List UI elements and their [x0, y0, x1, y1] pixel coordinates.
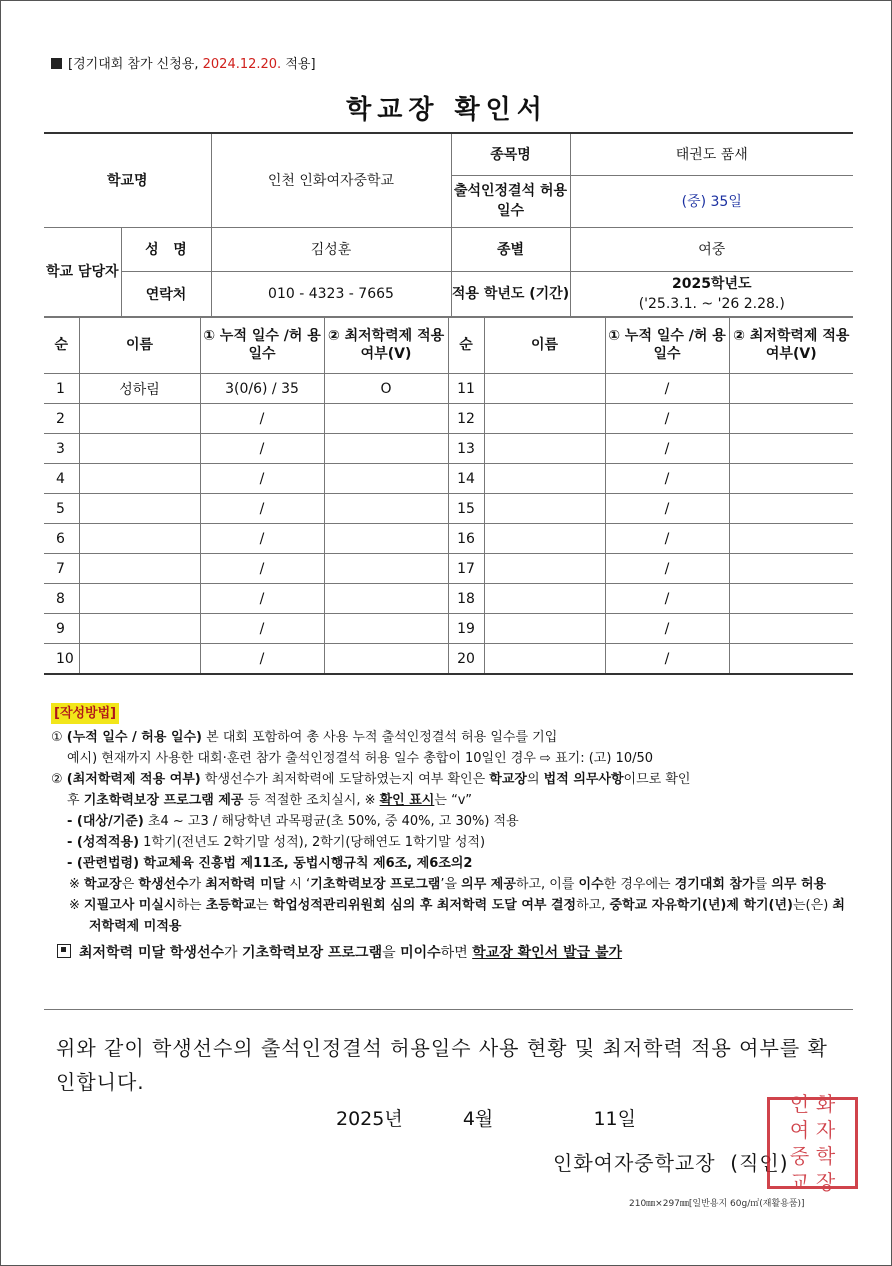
contact-value: 010 - 4323 - 7665 — [211, 271, 451, 317]
row-name — [484, 434, 605, 464]
row-min — [729, 404, 853, 434]
row-days: / — [200, 614, 324, 644]
row-no: 6 — [44, 524, 79, 554]
row-name — [484, 404, 605, 434]
guide-line-2: ② (최저학력제 적용 여부) 학생선수가 최저학력에 도달하였는지 여부 확인은 학교장의 법적 의무사항이므로 확인 — [51, 772, 691, 787]
row-no: 12 — [448, 404, 484, 434]
confirm-statement: 위와 같이 학생선수의 출석인정결석 허용일수 사용 현황 및 최저학력 적용 여부를 확인합니다. — [56, 1036, 828, 1094]
row-days: / — [605, 404, 729, 434]
row-no: 13 — [448, 434, 484, 464]
row-days: / — [605, 374, 729, 404]
guide-note-2: ※ 지필고사 미실시하는 초등학교는 학업성적관리위원회 심의 후 최저학력 도달 여부 결정하고, 중학교 자유학기(년)제 학기(년)는(은) 최저학력제 미적용 — [69, 898, 845, 934]
school-value: 인천 인화여자중학교 — [211, 133, 451, 227]
info-table — [44, 132, 853, 318]
row-no: 4 — [44, 464, 79, 494]
year-label: 적용 학년도 (기간) — [451, 271, 570, 317]
row-name — [79, 644, 200, 675]
guide-law: - (관련법령) 학교체육 진흥법 제11조, 동법시행규칙 제6조, 제6조의2 — [67, 856, 473, 871]
row-name — [484, 644, 605, 675]
row-days: / — [605, 464, 729, 494]
row-days: / — [605, 644, 729, 675]
row-name — [484, 464, 605, 494]
contact-label: 연락처 — [121, 271, 211, 317]
year-value: 2025학년도 — [671, 276, 752, 292]
seal-char: 자 — [815, 1118, 836, 1142]
header-min: ② 최저학력제 적용 여부(V) — [729, 317, 853, 374]
row-min — [729, 614, 853, 644]
header-name: 이름 — [79, 317, 200, 374]
row-no: 18 — [448, 584, 484, 614]
row-min — [729, 584, 853, 614]
row-min — [324, 554, 448, 584]
seal-char: 화 — [815, 1092, 836, 1116]
row-no: 14 — [448, 464, 484, 494]
guide-line-1: ① (누적 일수 / 허용 일수) 본 대회 포함하여 총 사용 누적 출석인정결석 허용 일수를 기입 — [51, 730, 558, 745]
table-row — [44, 464, 853, 494]
row-days: / — [605, 494, 729, 524]
table-row — [44, 614, 853, 644]
row-min — [729, 644, 853, 675]
row-days: / — [605, 614, 729, 644]
row-no: 10 — [44, 644, 79, 675]
row-no: 7 — [44, 554, 79, 584]
seal-char: 장 — [815, 1170, 836, 1194]
row-days: / — [200, 464, 324, 494]
row-no: 9 — [44, 614, 79, 644]
row-name — [79, 554, 200, 584]
row-name — [484, 554, 605, 584]
row-days: / — [200, 644, 324, 675]
row-no: 8 — [44, 584, 79, 614]
row-min: O — [324, 374, 448, 404]
seal-char: 인 — [789, 1092, 810, 1116]
principal-signature: 인화여자중학교장 (직인) — [553, 1151, 789, 1175]
row-no: 19 — [448, 614, 484, 644]
page-title: 학교장 확인서 — [346, 95, 548, 125]
row-name — [484, 614, 605, 644]
row-name — [79, 614, 200, 644]
row-min — [324, 494, 448, 524]
year-period: ('25.3.1. ~ '26 2.28.) — [638, 296, 785, 312]
table-row — [44, 584, 853, 614]
row-days: / — [200, 404, 324, 434]
row-name — [484, 374, 605, 404]
student-table — [44, 316, 853, 675]
row-name — [79, 404, 200, 434]
square-bullet-icon — [51, 58, 62, 69]
guide-section — [51, 703, 851, 964]
guide-target: - (대상/기준) 초4 ~ 고3 / 해당학년 과목평균(초 50%, 중 40%, 고 30%) 적용 — [67, 814, 519, 829]
row-min — [324, 404, 448, 434]
guide-grades: - (성적적용) 1학기(전년도 2학기말 성적), 2학기(당해연도 1학기말 성적) — [67, 835, 486, 850]
issue-date: 2025년 4월 11일 — [336, 1108, 636, 1130]
manager-label: 학교 담당자 — [44, 227, 121, 317]
row-days: / — [200, 554, 324, 584]
header-no: 순 — [448, 317, 484, 374]
header-days: ① 누적 일수 /허 용 일수 — [200, 317, 324, 374]
header-days: ① 누적 일수 /허 용 일수 — [605, 317, 729, 374]
header-min: ② 최저학력제 적용 여부(V) — [324, 317, 448, 374]
row-days: / — [605, 554, 729, 584]
seal-char: 교 — [789, 1170, 810, 1194]
header-name: 이름 — [484, 317, 605, 374]
event-value: 태권도 품새 — [570, 133, 853, 175]
row-days: / — [200, 494, 324, 524]
school-label: 학교명 — [44, 133, 211, 227]
row-days: / — [605, 524, 729, 554]
apply-date: 2024.12.20. — [202, 57, 282, 72]
row-min — [324, 584, 448, 614]
row-days: / — [605, 434, 729, 464]
row-min — [729, 524, 853, 554]
row-name — [484, 494, 605, 524]
table-row — [44, 554, 853, 584]
row-name — [484, 584, 605, 614]
official-seal-icon — [767, 1092, 858, 1194]
guide-note-1: ※ 학교장은 학생선수가 최저학력 미달 시 ‘기초학력보장 프로그램’을 의무 제공하고, 이를 이수한 경우에는 경기대회 참가를 의무 허용 — [69, 877, 827, 892]
row-min — [324, 614, 448, 644]
table-row — [44, 644, 853, 675]
table-row — [44, 404, 853, 434]
row-name — [79, 524, 200, 554]
row-min — [324, 524, 448, 554]
row-no: 5 — [44, 494, 79, 524]
guide-final: 최저학력 미달 학생선수가 기초학력보장 프로그램을 미이수하면 학교장 확인서 발급 불가 — [51, 943, 851, 964]
row-days: 3(0/6) / 35 — [200, 374, 324, 404]
row-no: 17 — [448, 554, 484, 584]
guide-line-2b: 후 기초학력보장 프로그램 제공 등 적절한 조치실시, ※ 확인 표시는 “v” — [67, 793, 472, 808]
row-days: / — [200, 524, 324, 554]
checkbox-bullet-icon — [57, 944, 71, 958]
row-min — [729, 374, 853, 404]
table-row — [44, 434, 853, 464]
row-no: 3 — [44, 434, 79, 464]
row-min — [729, 434, 853, 464]
row-no: 20 — [448, 644, 484, 675]
year-cell — [570, 271, 853, 317]
guide-heading: [작성방법] — [51, 703, 119, 724]
row-name — [79, 434, 200, 464]
category-label: 종별 — [451, 227, 570, 271]
event-label: 종목명 — [451, 133, 570, 175]
row-no: 11 — [448, 374, 484, 404]
category-value: 여중 — [570, 227, 853, 271]
row-days: / — [200, 434, 324, 464]
allowed-days-label: 출석인정결석 허용 일수 — [451, 175, 570, 227]
allowed-days-value: (중) 35일 — [570, 175, 853, 227]
row-no: 15 — [448, 494, 484, 524]
divider — [44, 1009, 853, 1010]
table-row — [44, 374, 853, 404]
table-row — [44, 494, 853, 524]
table-header-row — [44, 317, 853, 374]
row-min — [729, 554, 853, 584]
seal-char: 여 — [789, 1118, 810, 1142]
guide-example: 예시) 현재까지 사용한 대회·훈련 참가 출석인정결석 허용 일수 총합이 10일인 경우 ⇨ 표기: (고) 10/50 — [67, 751, 654, 766]
row-days: / — [200, 584, 324, 614]
name-value: 김성훈 — [211, 227, 451, 271]
row-no: 1 — [44, 374, 79, 404]
table-row — [44, 524, 853, 554]
row-no: 2 — [44, 404, 79, 434]
row-name: 성하림 — [79, 374, 200, 404]
row-min — [324, 464, 448, 494]
row-min — [729, 464, 853, 494]
header-no: 순 — [44, 317, 79, 374]
name-label: 성 명 — [121, 227, 211, 271]
row-days: / — [605, 584, 729, 614]
seal-char: 중 — [789, 1144, 810, 1168]
header-note: [경기대회 참가 신청용, 2024.12.20. 적용] — [51, 53, 316, 72]
seal-char: 학 — [815, 1144, 836, 1168]
row-name — [484, 524, 605, 554]
paper-spec: 210㎜×297㎜[일반용지 60g/㎡(재활용품)] — [629, 1199, 805, 1209]
row-no: 16 — [448, 524, 484, 554]
row-name — [79, 584, 200, 614]
row-min — [324, 434, 448, 464]
row-min — [729, 494, 853, 524]
row-min — [324, 644, 448, 675]
row-name — [79, 464, 200, 494]
row-name — [79, 494, 200, 524]
